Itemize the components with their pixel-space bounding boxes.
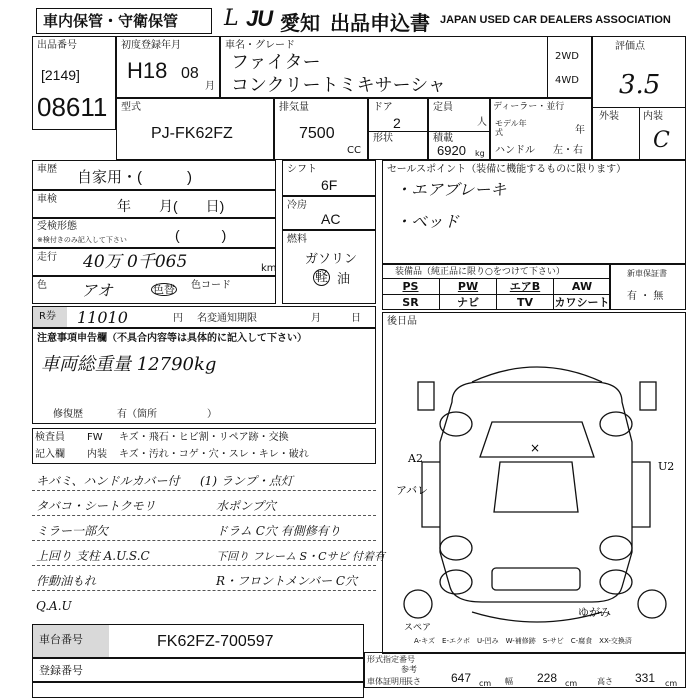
remarks-line (32, 590, 376, 591)
inspection-label: 車検 (37, 194, 57, 205)
front-arc (472, 367, 602, 382)
spare-tire (404, 590, 432, 618)
rear-label: 後日品 (387, 316, 417, 327)
displacement-unit: CC (347, 145, 361, 156)
cab-roof (494, 462, 578, 512)
cert-label-2: 車体証明用 (367, 677, 407, 686)
label-side: アバレ (396, 484, 429, 497)
wheel-rr (600, 536, 632, 560)
inspector-label: 検査員 (35, 432, 65, 443)
registration-era: H18 (127, 58, 168, 83)
color-code-label: 色コード (191, 280, 231, 291)
wheel-rr2 (600, 570, 632, 594)
r-number-box (32, 306, 376, 328)
handle-label: ハンドル (495, 145, 535, 156)
fuel-label: 燃料 (287, 234, 307, 245)
registration-month: 08 (181, 65, 199, 82)
body-outline (440, 382, 632, 602)
r-number-unit: 円 (173, 313, 183, 324)
registered-box-2 (32, 682, 364, 698)
equipment-item: ナビ (439, 294, 496, 310)
length-unit: cm (479, 679, 492, 688)
model-year-label: モデル年式 (495, 119, 527, 137)
handle-options: 左・右 (553, 145, 583, 156)
doors-label: ドア (373, 102, 393, 113)
remark-3: タバコ・シートクモリ (36, 499, 156, 513)
selling-points-label: セールスポイント（装備に機能するものに限ります） (387, 164, 627, 175)
capacity-label: 定員 (433, 102, 453, 113)
remark-11: Q.A.U (36, 599, 72, 613)
equipment-item: エアB (496, 278, 553, 294)
ext-label: 外装 (599, 111, 619, 122)
doors-box (368, 98, 428, 160)
lot-bracket: [2149] (41, 67, 80, 83)
remarks-line (32, 540, 376, 541)
label-spare: スペア (404, 623, 432, 633)
equipment-item: PS (382, 278, 439, 294)
cert-label: 形式指定番号 (367, 655, 415, 664)
remarks-line (32, 565, 376, 566)
remark-10: R・フロントメンバー C穴 (216, 574, 358, 588)
mirror-left (418, 382, 434, 410)
color-box (32, 276, 276, 304)
ac-box (282, 196, 376, 230)
remark-4: 水ポンプ穴 (216, 499, 277, 513)
inspector-box (32, 428, 376, 464)
remark-6: ドラム C穴 有側修有り (216, 524, 341, 538)
height-label: 高さ (597, 677, 613, 686)
grade-label: 評価点 (615, 41, 645, 52)
r-number-value: 11010 (77, 308, 128, 327)
mirror-right (640, 382, 656, 410)
lot-box (32, 36, 116, 130)
label-a2: A2 (408, 452, 423, 465)
fuel-diesel: 油 (337, 271, 351, 286)
mileage-value: 40万 0千065 (83, 252, 188, 272)
displacement-box (274, 98, 368, 160)
capacity-box (428, 98, 490, 160)
type-label: 型式 (121, 102, 141, 113)
label-u2: U2 (658, 460, 675, 473)
rear-bumper (492, 568, 580, 590)
interior-items: キズ・汚れ・コゲ・穴・スレ・キレ・破れ (119, 449, 309, 460)
equipment-item: AW (553, 278, 610, 294)
equipment-item: PW (439, 278, 496, 294)
tire-right (638, 590, 666, 618)
width-label: 幅 (505, 677, 513, 686)
shift-value: 6F (321, 177, 338, 193)
model-box (220, 36, 592, 98)
side-right (632, 462, 650, 527)
lot-label: 出品番号 (37, 40, 77, 51)
cert-box (364, 652, 686, 688)
selling-point-1: ・エアブレーキ (395, 180, 507, 199)
fuel-box (282, 230, 376, 304)
displacement-label: 排気量 (279, 102, 309, 113)
height-value: 331 (635, 671, 656, 685)
storage-label: 車内保管・守衛保管 (43, 13, 179, 30)
selling-points-box (382, 160, 686, 264)
height-unit: cm (665, 679, 678, 688)
loadcap-value: 6920 (437, 143, 466, 158)
cert-small: 参考 (401, 665, 417, 674)
acceptance-label: 受検形態 (37, 221, 77, 232)
type-value: PJ-FK62FZ (151, 125, 233, 142)
fuel-circled: 軽 (315, 270, 329, 285)
remark-2: (1) ランプ・点灯 (200, 474, 293, 488)
equipment-item: SR (382, 294, 439, 310)
ac-label: 冷房 (287, 200, 307, 211)
history-value: 自家用・( ) (77, 169, 192, 186)
mileage-unit: km (261, 263, 277, 274)
frame-box (32, 624, 364, 658)
remark-9: 作動油もれ (36, 574, 97, 588)
displacement-value: 7500 (299, 125, 335, 142)
registered-label: 登録番号 (39, 664, 83, 677)
damage-x: × (530, 441, 541, 455)
model-label: 車名・グレード (225, 40, 295, 51)
remarks-line (32, 515, 376, 516)
equipment-item: TV (496, 294, 553, 310)
repair-label: 修復歴 (53, 409, 83, 420)
notes-value: 車両総重量 12790kg (41, 354, 217, 375)
drive-4wd: 4WD (555, 75, 579, 86)
type-box (116, 98, 274, 160)
warranty-box (610, 264, 686, 310)
shift-label: シフト (287, 164, 317, 175)
grade-score: 3.5 (619, 70, 661, 100)
remark-5: ミラー一部欠 (36, 524, 109, 538)
remarks-line (32, 490, 376, 491)
wheel-rl2 (440, 570, 472, 594)
english-title: JAPAN USED CAR DEALERS ASSOCIATION (440, 14, 671, 26)
storage-box (36, 8, 212, 34)
acceptance-box (32, 218, 276, 248)
history-box (32, 160, 276, 190)
mileage-box (32, 248, 276, 276)
vehicle-diagram (382, 312, 686, 654)
lot-number: 08611 (37, 92, 108, 122)
wheel-rl (440, 536, 472, 560)
registered-box (32, 658, 364, 682)
ju-logo: JU (246, 6, 273, 31)
year-unit: 年 (575, 125, 585, 136)
frame-value: FK62FZ-700597 (157, 633, 274, 650)
dealer-box (490, 98, 592, 160)
loadcap-unit: kg (475, 149, 485, 158)
acceptance-value: ( ) (175, 227, 227, 243)
frame-label: 車台番号 (33, 625, 109, 657)
ac-value: AC (321, 211, 341, 227)
dealer-label: ディーラー・並行 (493, 102, 565, 112)
fw-prefix: FW (87, 432, 103, 443)
model-name: ファイター (231, 52, 321, 72)
notice-label: 名変通知期限 (197, 313, 257, 324)
r-number-label: R券 (33, 307, 67, 327)
inspection-value: 年 月( 日) (117, 198, 225, 214)
int-label: 内装 (643, 111, 663, 122)
equipment-grid (382, 278, 610, 310)
fuel-value: ガソリン (305, 251, 358, 266)
registration-box (116, 36, 220, 98)
int-grade: C (653, 128, 670, 153)
remark-7: 上回り 支柱 A.U.S.C (36, 549, 150, 563)
length-value: 647 (451, 671, 472, 685)
width-unit: cm (565, 679, 578, 688)
color-value: アオ (81, 281, 113, 300)
capacity-unit: 人 (477, 117, 487, 128)
warranty-options: 有 ・ 無 (627, 291, 664, 302)
inspection-box (32, 190, 276, 218)
label-tire: ゆがみ (578, 606, 611, 619)
notes-label: 注意事項申告欄（不具合内容等は具体的に記入して下さい） (37, 333, 307, 344)
grade-box (592, 36, 686, 160)
selling-point-2: ・ベッド (395, 212, 460, 231)
drive-2wd: 2WD (555, 51, 579, 62)
notice-day: 日 (351, 313, 361, 324)
acceptance-note: ※検付きのみ記入して下さい (37, 236, 127, 244)
equipment-label: 装備品（純正品に限り○をつけて下さい） (395, 267, 565, 277)
notice-month: 月 (311, 313, 321, 324)
notes-box (32, 328, 376, 424)
doors-value: 2 (393, 115, 401, 131)
width-value: 228 (537, 671, 558, 685)
remarks-area (32, 470, 386, 620)
fw-items: キズ・飛石・ヒビ割・リペア跡・交換 (119, 432, 289, 443)
mileage-label: 走行 (37, 252, 57, 263)
color-label: 色 (37, 280, 47, 291)
interior-prefix: 内装 (87, 449, 107, 460)
color-changed: 色替 (153, 283, 175, 296)
remark-8: 下回り フレーム S・Cサビ 付着有 (216, 550, 386, 563)
history-label: 車歴 (37, 164, 57, 175)
registration-month-unit: 月 (205, 81, 215, 92)
length-label: 長さ (405, 677, 421, 686)
shift-box (282, 160, 376, 196)
storage-mark: L (224, 6, 239, 31)
remark-1: キバミ、ハンドルカバー付 (36, 474, 180, 488)
model-grade: コンクリートミキサーシャ (231, 75, 446, 95)
shape-label: 形状 (373, 133, 393, 144)
warranty-label: 新車保証書 (627, 269, 667, 278)
entry-label: 記入欄 (35, 449, 65, 460)
legend: A-キズ E-エクボ U-凹み W-補修跡 S-サビ C-腐食 XX-交換済 (414, 637, 632, 645)
doc-title: 出品申込書 (330, 13, 430, 35)
loadcap-label: 積載 (433, 133, 453, 144)
repair-value: 有（箇所 ） (117, 409, 217, 420)
equipment-item: カワシート (554, 296, 610, 309)
registration-label: 初度登録年月 (121, 40, 181, 51)
org-name: 愛知 (280, 13, 320, 35)
